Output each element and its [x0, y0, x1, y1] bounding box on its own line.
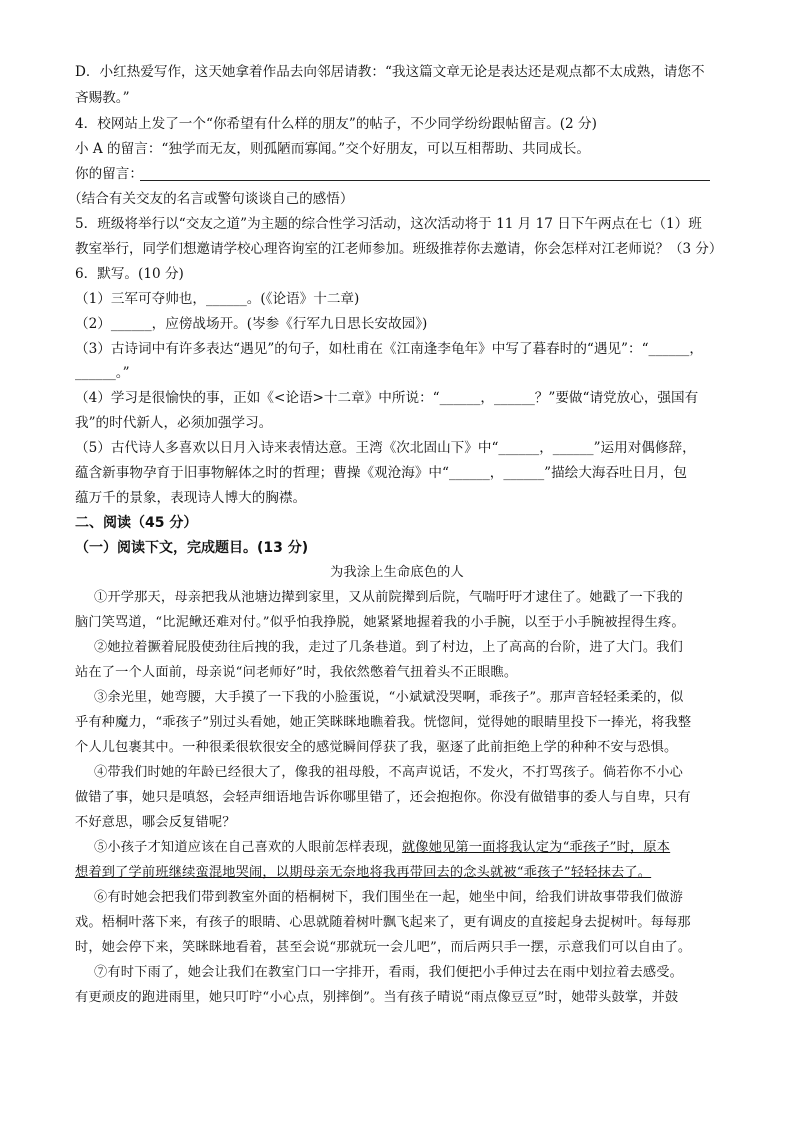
q6-item5-line2: 蕴含新事物孕育于旧事物解体之时的哲理；曹操《观沧海》中“______，______”描绘大海吞吐日月，包	[75, 465, 688, 481]
q6-item4-line2: 我”的时代新人，必须加强学习。	[75, 415, 273, 431]
q6-title: 6．默写。(10 分)	[75, 266, 184, 282]
q3-option-d-line1: D．小红热爱写作，这天她拿着作品去向邻居请教：“我这篇文章无论是表达还是观点都不太成熟，请您不	[75, 64, 705, 80]
paragraph-1-line1: ①开学那天，母亲把我从池塘边撵到家里，又从前院撵到后院，气喘吁吁才逮住了。她戳了一下我的	[94, 590, 684, 605]
q6-item1: （1）三军可夺帅也，______。(《论语》十二章)	[75, 291, 360, 307]
paragraph-6-line3: 时，她会停下来，笑眯眯地看着，甚至会说“那就玩一会儿吧”，而后两只手一摆，示意我们可以自由了。	[75, 940, 692, 955]
q6-item2: （2）______，应傍战场开。(岑参《行军九日思长安故园》)	[75, 316, 428, 332]
paragraph-2-line1: ②她拉着撅着屁股使劲往后拽的我，走过了几条巷道。到了村边，上了高高的台阶，进了大门。我们	[94, 640, 684, 655]
q6-item4-line1: （4）学习是很愉快的事，正如《<论语>十二章》中所说：“______，______？”要做“请党放心，强国有	[75, 390, 699, 406]
paragraph-4-line1: ④带我们时她的年龄已经很大了，像我的祖母般，不高声说话，不发火，不打骂孩子。倘若你不小心	[94, 765, 684, 780]
q6-item5-line3: 蕴万千的景象，表现诗人博大的胸襟。	[75, 490, 307, 506]
paragraph-5-underlined-start: 就像她见第一面将我认定为“乖孩子”时，原本	[401, 840, 671, 855]
paragraph-5-plain: ⑤小孩子才知道应该在自己喜欢的人眼前怎样表现，	[94, 840, 402, 855]
paragraph-2-line2: 站在了一个人面前，母亲说“问老师好”时，我依然憋着气扭着头不正眼瞧。	[75, 665, 518, 680]
section2-heading: 二、阅读（45 分）	[75, 515, 198, 531]
q3-option-d-line2: 吝赐教。”	[75, 90, 130, 106]
q6-item5-line1: （5）古代诗人多喜欢以日月入诗来表情达意。王湾《次北固山下》中“______，______”运用对偶修辞，	[75, 440, 696, 456]
q6-item3-line2: ______。”	[75, 365, 130, 381]
paragraph-3-line3: 个人儿包裹其中。一种很柔很软很安全的感觉瞬间俘获了我，驱逐了此前拒绝上学的种种不安与恐惧。	[75, 740, 678, 755]
paragraph-5-underlined-line2: 想着到了学前班继续蛮混地哭闹，以期母亲无奈地将我再带回去的念头就被“乖孩子”轻轻抹去了。	[75, 865, 652, 880]
q4-answer-label: 你的留言：	[75, 166, 143, 182]
paragraph-5-line1	[94, 838, 670, 858]
paragraph-6-line1: ⑥有时她会把我们带到教室外面的梧桐树下，我们围坐在一起，她坐中间，给我们讲故事带我们做游	[94, 890, 684, 905]
paragraph-1-line2: 脑门笑骂道，“比泥鳅还难对付。”似乎怕我挣脱，她紧紧地握着我的小手腕，以至于小手腕被捏得生疼。	[75, 615, 685, 630]
paragraph-3-line2: 乎有种魔力，“乖孩子”别过头看她，她正笑眯眯地瞧着我。恍惚间，觉得她的眼睛里投下一捧光，将我整	[75, 715, 692, 730]
article-title: 为我涂上生命底色的人	[330, 565, 464, 580]
section2-sub-heading: （一）阅读下文，完成题目。(13 分)	[75, 540, 309, 556]
q6-item3-line1: （3）古诗词中有许多表达“遇见”的句子，如杜甫在《江南逢李龟年》中写了暮春时的“遇见”：“______，	[75, 341, 703, 357]
paragraph-6-line2: 戏。梧桐叶落下来，有孩子的眼睛、心思就随着树叶飘飞起来了，更有调皮的直接起身去捉树叶。每每那	[75, 915, 691, 930]
q4-answer-line[interactable]	[140, 180, 710, 181]
paragraph-7-line1: ⑦有时下雨了，她会让我们在教室门口一字排开，看雨，我们便把小手伸过去在雨中划拉着去感受。	[94, 965, 684, 980]
q5-line1: 5．班级将举行以“交友之道”为主题的综合性学习活动，这次活动将于 11 月 17 日下午两点在七（1）班	[75, 216, 702, 232]
q4-prompt: 4．校网站上发了一个“你希望有什么样的朋友”的帖子，不少同学纷纷跟帖留言。(2 分)	[75, 116, 597, 132]
paragraph-3-line1: ③余光里，她弯腰，大手摸了一下我的小脸蛋说，“小斌斌没哭啊，乖孩子”。那声音轻轻柔柔的，似	[94, 690, 684, 705]
paragraph-7-line2: 有更顽皮的跑进雨里，她只叮咛“小心点，别摔倒”。当有孩子晴说“雨点像豆豆”时，她带头鼓掌，并鼓	[75, 990, 679, 1005]
paragraph-4-line2: 做错了事，她只是嗔怒，会轻声细语地告诉你哪里错了，还会抱抱你。你没有做错事的委人与自卑，只有	[75, 790, 691, 805]
q4-example: 小 A 的留言：“独学而无友，则孤陋而寡闻。”交个好朋友，可以互相帮助、共同成长。	[75, 141, 590, 157]
q4-hint: （结合有关交友的名言或警句谈谈自己的感悟）	[68, 191, 354, 207]
q5-line2: 教室举行，同学们想邀请学校心理咨询室的江老师参加。班级推荐你去邀请，你会怎样对江老师说？（3 分）	[75, 241, 723, 257]
paragraph-4-line3: 不好意思，哪会反复错呢？	[75, 815, 236, 830]
